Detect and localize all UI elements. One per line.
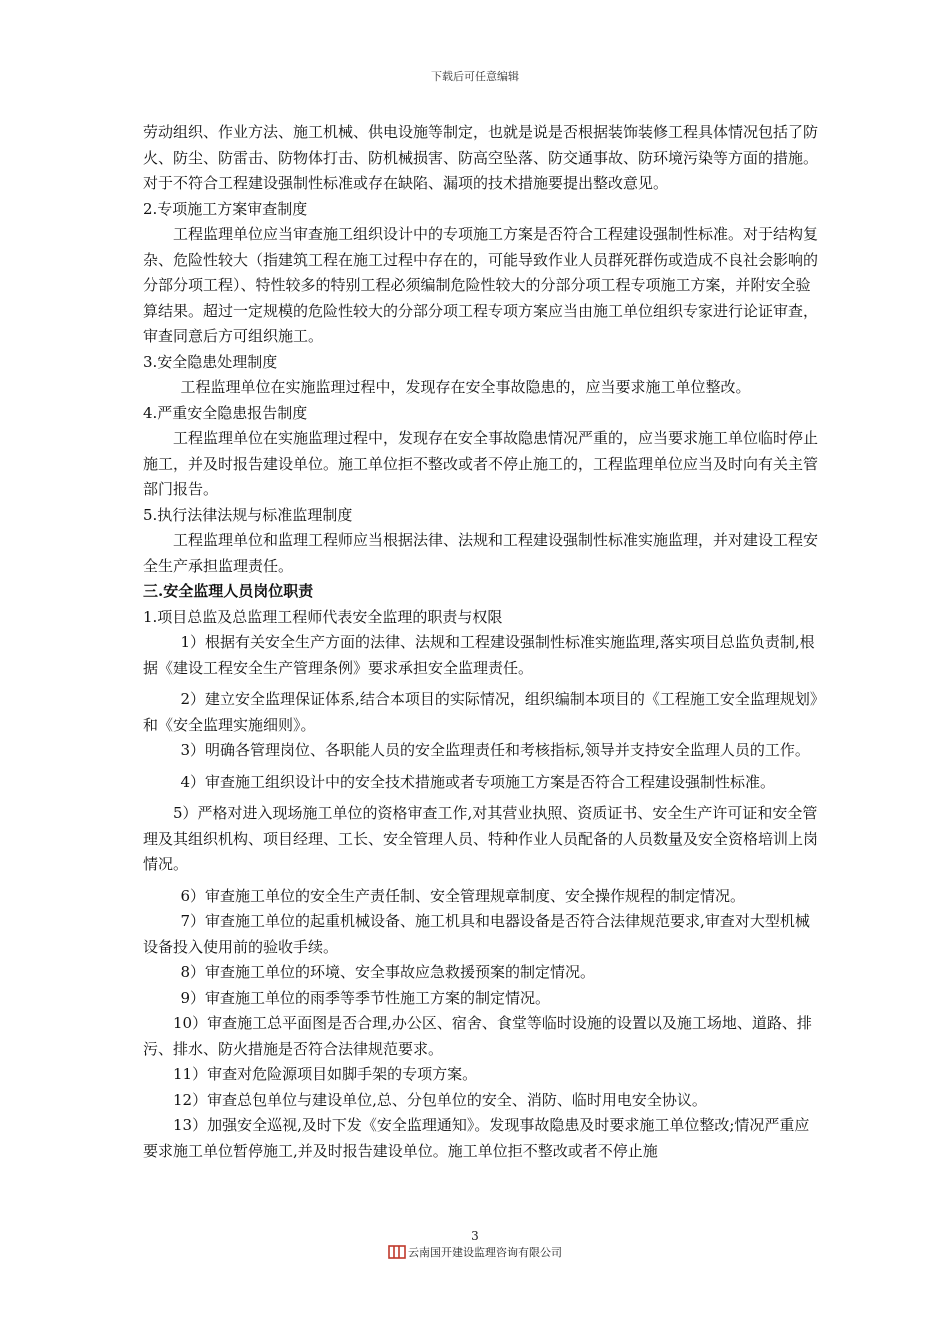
document-body xyxy=(143,120,823,1164)
page-number: 3 xyxy=(471,1229,479,1243)
duty-item-5: 5）严格对进入现场施工单位的资格审查工作,对其营业执照、资质证书、安全生产许可证和安全管理及其组织机构、项目经理、工长、安全管理人员、特种作业人员配备的人员数量及安全资格培训上岗情况。 xyxy=(143,804,819,873)
paragraph-special-plan: 工程监理单位应当审查施工组织设计中的专项施工方案是否符合工程建设强制性标准。对于结构复杂、危险性较大（指建筑工程在施工过程中存在的，可能导致作业人员群死群伤或造成不良社会影响的分部分项工程）、特性较多的特别工程必须编制危险性较大的分部分项工程专项施工方案，并附安全验算结果。超过一定规模的危险性较大的分部分项工程专项方案应当由施工单位组织专家进行论证审查，审查同意后方可组织施工。 xyxy=(143,225,819,345)
chapter-heading: 三.安全监理人员岗位职责 xyxy=(143,582,314,600)
paragraph-serious-hazard: 工程监理单位在实施监理过程中，发现存在安全事故隐患情况严重的，应当要求施工单位临时停止施工，并及时报告建设单位。施工单位拒不整改或者不停止施工的，工程监理单位应当及时向有关主管部门报告。 xyxy=(143,429,819,498)
paragraph-law-compliance: 工程监理单位和监理工程师应当根据法律、法规和工程建设强制性标准实施监理，并对建设工程安全生产承担监理责任。 xyxy=(143,531,819,575)
paragraph-hazard-handling: 工程监理单位在实施监理过程中，发现存在安全事故隐患的，应当要求施工单位整改。 xyxy=(180,378,751,396)
duty-item-1: 1）根据有关安全生产方面的法律、法规和工程建设强制性标准实施监理,落实项目总监负责制,根据《建设工程安全生产管理条例》要求承担安全监理责任。 xyxy=(143,633,815,677)
company-logo-icon xyxy=(388,1245,406,1262)
section-heading-3: 3.安全隐患处理制度 xyxy=(143,352,278,371)
duty-item-11: 11）审查对危险源项目如脚手架的专项方案。 xyxy=(173,1065,478,1083)
section-heading-2: 2.专项施工方案审查制度 xyxy=(143,199,308,218)
header-note: 下载后可任意编辑 xyxy=(431,70,519,83)
duty-item-7: 7）审查施工单位的起重机械设备、施工机具和电器设备是否符合法律规范要求,审查对大型机械设备投入使用前的验收手续。 xyxy=(143,912,810,956)
duty-item-6: 6）审查施工单位的安全生产责任制、安全管理规章制度、安全操作规程的制定情况。 xyxy=(180,886,746,905)
section-heading-4: 4.严重安全隐患报告制度 xyxy=(143,403,308,422)
subsection-heading: 1.项目总监及总监理工程师代表安全监理的职责与权限 xyxy=(143,607,503,626)
duty-item-3: 3）明确各管理岗位、各职能人员的安全监理责任和考核指标,领导并支持安全监理人员的工作。 xyxy=(180,741,810,759)
duty-item-2: 2）建立安全监理保证体系,结合本项目的实际情况，组织编制本项目的《工程施工安全监理规划》和《安全监理实施细则》。 xyxy=(143,690,818,734)
duty-item-9: 9）审查施工单位的雨季等季节性施工方案的制定情况。 xyxy=(180,988,551,1007)
paragraph-intro: 劳动组织、作业方法、施工机械、供电设施等制定，也就是说是否根据装饰装修工程具体情况包括了防火、防尘、防雷击、防物体打击、防机械损害、防高空坠落、防交通事故、防环境污染等方面的措施。对于不符合工程建设强制性标准或存在缺陷、漏项的技术措施要提出整改意见。 xyxy=(143,123,819,192)
company-name: 云南国开建设监理咨询有限公司 xyxy=(408,1246,562,1259)
duty-item-12: 12）审查总包单位与建设单位,总、分包单位的安全、消防、临时用电安全协议。 xyxy=(173,1090,707,1109)
section-heading-5: 5.执行法律法规与标准监理制度 xyxy=(143,505,353,524)
duty-item-10: 10）审查施工总平面图是否合理,办公区、宿舍、食堂等临时设施的设置以及施工场地、道路、排污、排水、防火措施是否符合法律规范要求。 xyxy=(143,1014,812,1058)
duty-item-4: 4）审查施工组织设计中的安全技术措施或者专项施工方案是否符合工程建设强制性标准。 xyxy=(180,772,776,791)
duty-item-8: 8）审查施工单位的环境、安全事故应急救援预案的制定情况。 xyxy=(180,963,596,981)
duty-item-13: 13）加强安全巡视,及时下发《安全监理通知》。发现事故隐患及时要求施工单位整改;情况严重应要求施工单位暂停施工,并及时报告建设单位。施工单位拒不整改或者不停止施 xyxy=(143,1116,810,1160)
footer xyxy=(0,1244,950,1262)
